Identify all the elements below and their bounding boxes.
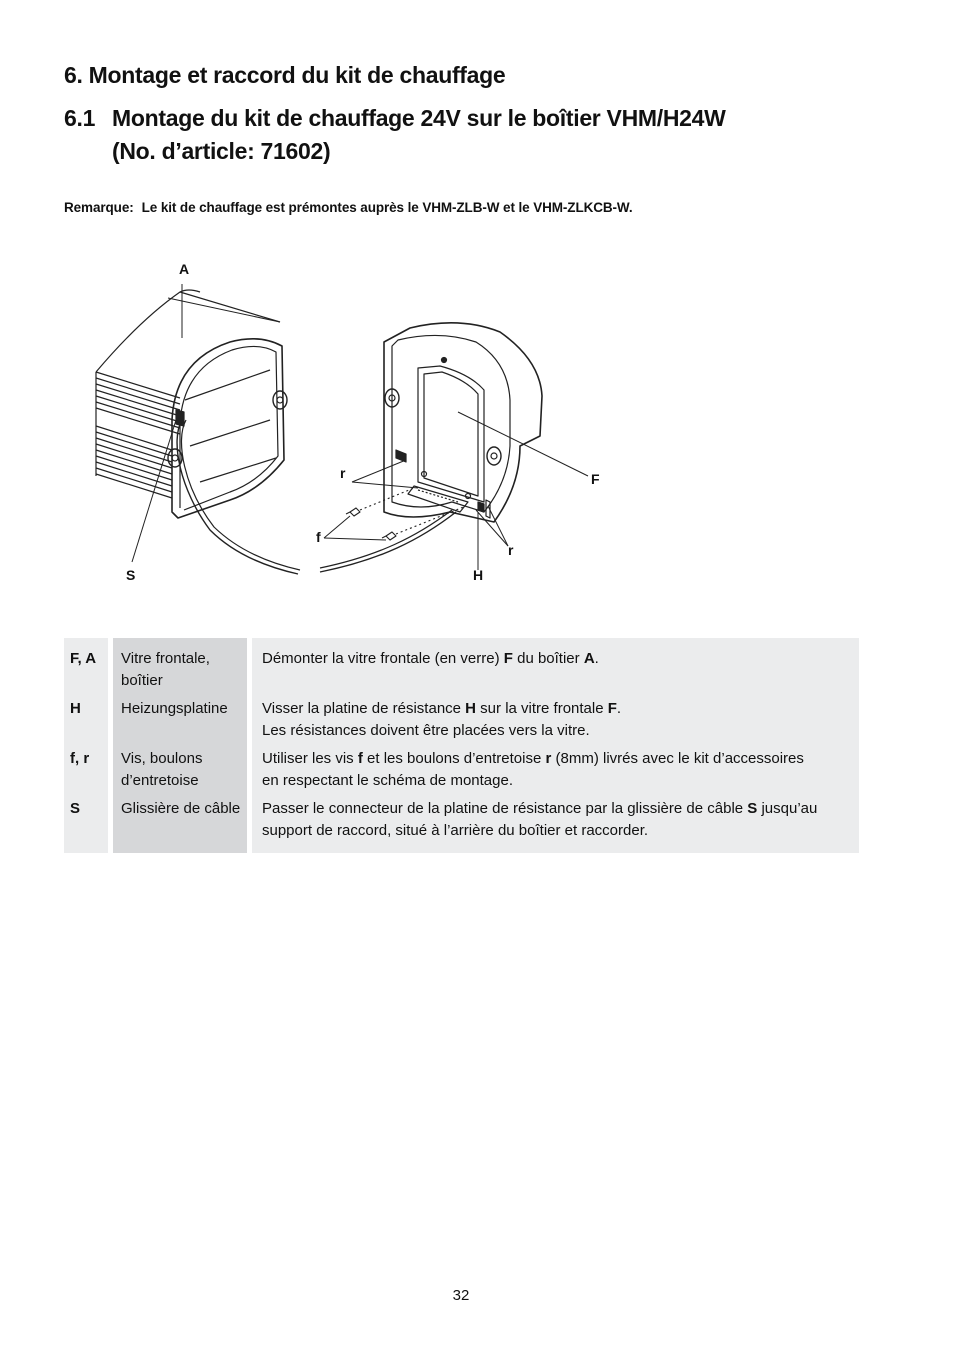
- callout-s: S: [126, 567, 136, 583]
- legend-description-text: Visser la platine de résistance: [262, 700, 466, 717]
- callout-r-bottom: r: [508, 542, 514, 558]
- legend-description-text: en respectant le schéma de montage.: [262, 772, 513, 789]
- subsection-heading: [64, 102, 726, 168]
- legend-description: [252, 748, 859, 798]
- legend-description-text: jusqu’au: [757, 800, 818, 817]
- legend-code: H: [64, 698, 108, 748]
- legend-description-text: du boîtier: [512, 650, 584, 667]
- housing-a: [96, 290, 287, 518]
- subsection-title-line1: Montage du kit de chauffage 24V sur le boîtier VHM/H24W: [112, 105, 726, 131]
- legend-description-ref: F: [607, 700, 617, 717]
- remark-note: [64, 200, 632, 215]
- front-cover-f: [384, 323, 542, 522]
- legend-description-text: Les résistances doivent être placées vers la vitre.: [262, 722, 590, 739]
- callout-h: H: [473, 567, 484, 583]
- legend-description-ref: F: [503, 650, 513, 667]
- legend-description: [252, 638, 859, 698]
- legend-description: [252, 798, 859, 853]
- legend-row: [64, 698, 859, 748]
- section-heading: 6. Montage et raccord du kit de chauffage: [64, 62, 506, 88]
- legend-row: [64, 798, 859, 853]
- legend-term: Heizungsplatine: [113, 698, 247, 748]
- assembly-diagram-svg: [80, 250, 640, 595]
- legend-description-text: .: [616, 700, 622, 717]
- legend-row: [64, 638, 859, 698]
- callout-r-top: r: [340, 465, 346, 481]
- legend-description-text: Passer le connecteur de la platine de résistance par la glissière de câble: [262, 800, 748, 817]
- legend-term: Vitre frontale, boîtier: [113, 638, 247, 698]
- legend-description-text: .: [594, 650, 599, 667]
- legend-term: Glissière de câble: [113, 798, 247, 853]
- legend-description-text: Utiliser les vis: [262, 750, 358, 767]
- legend-description-text: sur la vitre frontale: [476, 700, 608, 717]
- leader-lines: [132, 284, 588, 570]
- legend-description-ref: S: [747, 800, 758, 817]
- legend-code: f, r: [64, 748, 108, 798]
- legend-table: [64, 638, 859, 853]
- legend-row: [64, 748, 859, 798]
- legend-description-text: support de raccord, situé à l’arrière du boîtier et raccorder.: [262, 822, 649, 839]
- legend-description-ref: r: [545, 750, 552, 767]
- page-number: 32: [452, 1287, 470, 1304]
- remark-label: Remarque:: [64, 200, 134, 215]
- legend-description-ref: f: [357, 750, 363, 767]
- legend-description-ref: H: [465, 700, 477, 717]
- legend-description-text: Démonter la vitre frontale (en verre): [262, 650, 504, 667]
- legend-code: S: [64, 798, 108, 853]
- legend-code: F, A: [64, 638, 108, 698]
- legend-description: [252, 698, 859, 748]
- remark-text: Le kit de chauffage est prémontes auprès le VHM-ZLB-W et le VHM-ZLKCB-W.: [141, 200, 633, 215]
- legend-description-text: et les boulons d’entretoise: [362, 750, 546, 767]
- callout-f-cover: F: [591, 471, 600, 487]
- legend-description-ref: A: [583, 650, 595, 667]
- callout-a: A: [179, 261, 190, 277]
- legend-term: Vis, boulons d’entretoise: [113, 748, 247, 798]
- assembly-diagram: [80, 250, 640, 595]
- subsection-title-line2: (No. d’article: 71602): [112, 138, 331, 164]
- subsection-number: 6.1: [64, 105, 96, 131]
- callout-f-screws: f: [316, 529, 321, 545]
- legend-description-text: (8mm) livrés avec le kit d’accessoires: [551, 750, 804, 767]
